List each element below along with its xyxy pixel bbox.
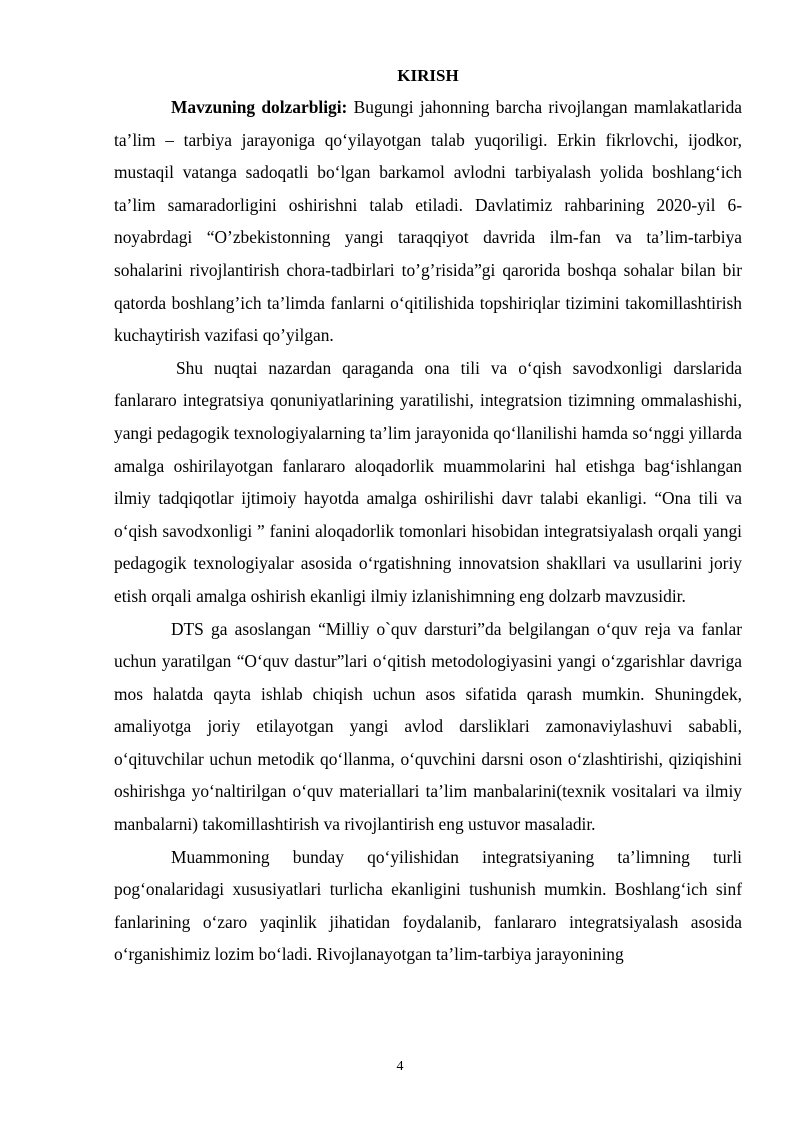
paragraph-curriculum: DTS ga asoslangan “Milliy o`quv darsturi”da belgilangan o‘quv reja va fanlar uchun yaratilgan “O‘quv dastur”lari o‘qitish metodologiyasini yangi o‘zgarishlar davriga mos halatda qayta ishlab chiqish uchun asos sifatida qarash mumkin. Shuningdek, amaliyotga joriy etilayotgan yangi avlod darsliklari zamonaviylashuvi sababli, o‘qituvchilar uchun metodik qo‘llanma, o‘quvchini darsni oson o‘zlashtirishi, qiziqishini oshirishga yo‘naltirilgan o‘quv materiallari ta’lim manbalarini(texnik vositalari va ilmiy manbalarni) takomillashtirish va rivojlantirish eng ustuvor masaladir. [114,618,742,835]
paragraph-integration: Shu nuqtai nazardan qaraganda ona tili va o‘qish savodxonligi darslarida fanlararo integratsiya qonuniyatlarining yaratilishi, integratsion tizimning ommalashishi, yangi pedagogik texnologiyalarning ta’lim jarayonida qo‘llanilishi hamda so‘nggi yillarda amalga oshirilayotgan fanlararo aloqadorlik muammolarini hal etishga bag‘ishlangan ilmiy tadqiqotlar ijtimoiy hayotda amalga oshirilishi davr talabi ekanligi. “Ona tili va o‘qish savodxonligi ” fanini aloqadorlik tomonlari hisobidan integratsiyalash orqali yangi pedagogik texnologiyalar asosida o‘rgatishning innovatsion shakllari va usullarini joriy etish orqali amalga oshirish ekanligi ilmiy izlanishimning eng dolzarb mavzusidir. [114,357,742,606]
paragraph-body: Bugungi jahonning barcha rivojlangan mamlakatlarida ta’lim – tarbiya jarayoniga qo‘yilayotgan talab yuqoriligi. Erkin fikrlovchi, ijodkor, mustaqil vatanga sadoqatli bo‘lgan barkamol avlodni tarbiyalash yolida boshlang‘ich ta’lim samaradorligini oshirishni talab etiladi. Davlatimiz rahbarining 2020-yil 6-noyabrdagi “O’zbekistonning yangi taraqqiyot davrida ilm-fan va ta’lim-tarbiya sohalarini rivojlantirish chora-tadbirlari to’g’risida”gi qarorida boshqa sohalar bilan bir qatorda boshlang’ich ta’limda fanlarni o‘qitilishida topshiriqlar tizimini takomillashtirish kuchaytirish vazifasi qo’yilgan. [114,97,742,346]
page-number: 4 [396,1059,404,1074]
paragraph-lead: Mavzuning dolzarbligi: [171,97,348,117]
paragraph-problem: Muammoning bunday qo‘yilishidan integratsiyaning ta’limning turli pog‘onalaridagi xususiyatlari turlicha ekanligini tushunish mumkin. Boshlang‘ich sinf fanlarining o‘zaro yaqinlik jihatidan foydalanib, fanlararo integratsiyalash asosida o‘rganishimiz lozim bo‘ladi. Rivojlanayotgan ta’lim-tarbiya jarayonining [114,846,742,965]
section-heading: KIRISH [397,66,459,85]
paragraph-relevance [114,91,742,352]
document-page [114,64,742,971]
